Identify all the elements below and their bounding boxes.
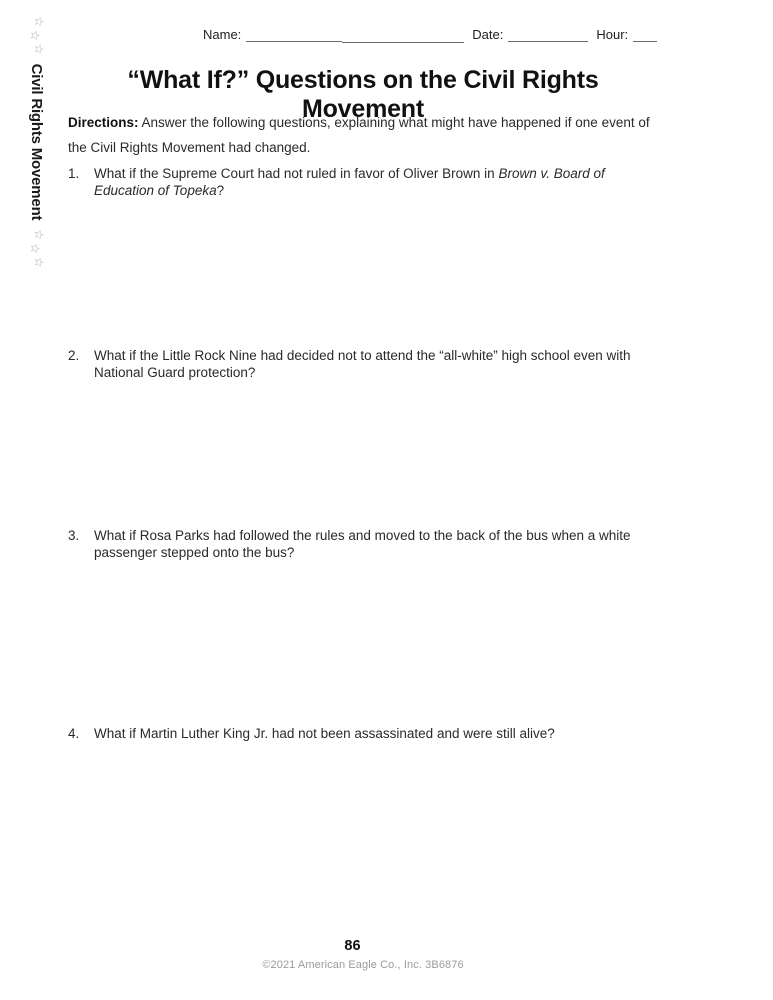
star-icon: ☆ bbox=[28, 30, 42, 41]
star-icon: ☆ bbox=[32, 43, 46, 55]
question-3-text bbox=[94, 528, 639, 561]
date-field-line[interactable] bbox=[508, 26, 588, 42]
question-1 bbox=[68, 166, 659, 199]
star-icon: ☆ bbox=[32, 16, 46, 28]
directions-text: Answer the following questions, explaining what might have happened if one event of the Civil Rights Movement had changed. bbox=[68, 115, 650, 155]
answer-space-1[interactable] bbox=[68, 202, 658, 332]
question-3 bbox=[68, 528, 639, 561]
page-number: 86 bbox=[344, 938, 361, 954]
star-decoration-top bbox=[28, 16, 46, 55]
question-4-text-part: What if Martin Luther King Jr. had not been assassinated and were still alive? bbox=[94, 726, 555, 741]
directions-label: Directions: bbox=[68, 115, 139, 130]
question-2-text bbox=[94, 348, 664, 381]
answer-space-2[interactable] bbox=[68, 384, 658, 514]
hour-field-line[interactable] bbox=[633, 26, 657, 42]
question-2-text-part: What if the Little Rock Nine had decided not to attend the “all-white” high school even with National Guard protection? bbox=[94, 348, 631, 380]
question-4-number: 4. bbox=[68, 726, 80, 741]
star-icon: ☆ bbox=[28, 243, 42, 254]
question-1-text bbox=[94, 166, 659, 199]
hour-label: Hour: bbox=[596, 27, 629, 42]
page-title: “What If?” Questions on the Civil Rights Movement bbox=[127, 66, 599, 123]
question-1-text-end: ? bbox=[216, 182, 225, 198]
question-1-number: 1. bbox=[68, 166, 80, 181]
name-field-line[interactable] bbox=[246, 26, 342, 42]
star-decoration-bottom bbox=[28, 229, 46, 268]
question-2-number: 2. bbox=[68, 348, 80, 363]
directions bbox=[68, 110, 653, 160]
question-3-text-part: What if Rosa Parks had followed the rules and moved to the back of the bus when a white passenger stepped onto the bus? bbox=[94, 528, 631, 560]
question-4 bbox=[68, 726, 659, 743]
answer-space-3[interactable] bbox=[68, 564, 658, 709]
date-label: Date: bbox=[472, 27, 504, 42]
question-1-text-italic: Brown v. Board of Education of Topeka bbox=[94, 166, 605, 198]
question-4-text bbox=[94, 726, 659, 743]
question-1-text-part: What if the Supreme Court had not ruled in favor of Oliver Brown in bbox=[94, 166, 499, 181]
star-icon: ☆ bbox=[32, 256, 46, 268]
question-3-number: 3. bbox=[68, 528, 80, 543]
sidebar-title: Civil Rights Movement bbox=[28, 63, 46, 221]
question-2 bbox=[68, 348, 664, 381]
copyright: ©2021 American Eagle Co., Inc. 3B6876 bbox=[262, 959, 464, 971]
name-label: Name: bbox=[203, 27, 242, 42]
star-icon: ☆ bbox=[32, 229, 46, 241]
answer-space-4[interactable] bbox=[68, 748, 658, 923]
name-field-line-2[interactable] bbox=[342, 27, 464, 43]
sidebar-vertical-banner bbox=[22, 16, 52, 268]
student-info-header bbox=[203, 26, 659, 42]
